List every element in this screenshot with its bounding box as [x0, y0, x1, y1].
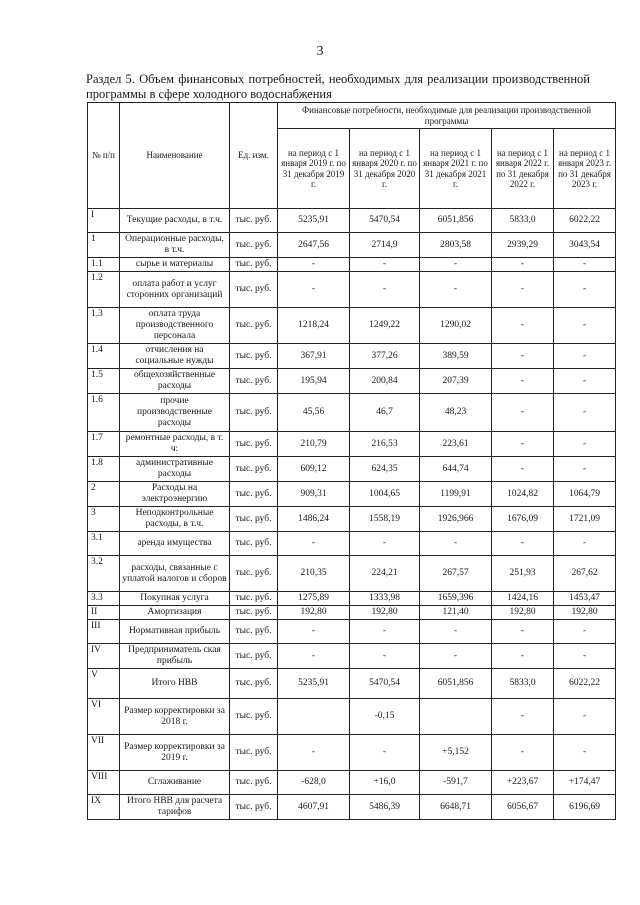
- row-number: IX: [88, 795, 120, 820]
- value-cell: -: [554, 308, 616, 344]
- value-cell: 6051,856: [420, 209, 492, 233]
- row-number: VI: [88, 699, 120, 735]
- header-unit: Ед. изм.: [230, 103, 278, 209]
- value-cell: 195,94: [278, 369, 350, 394]
- value-cell: 1721,09: [554, 507, 616, 532]
- value-cell: 192,80: [278, 606, 350, 620]
- row-number: IV: [88, 644, 120, 669]
- table-row: [88, 592, 616, 606]
- table-row: [88, 308, 616, 344]
- row-number: V: [88, 669, 120, 699]
- row-unit: тыс. руб.: [230, 308, 278, 344]
- value-cell: -: [492, 394, 554, 432]
- value-cell: 45,56: [278, 394, 350, 432]
- row-unit: тыс. руб.: [230, 507, 278, 532]
- header-period-2023: на период с 1 января 2023 г. по 31 декабря 2023 г.: [554, 129, 616, 209]
- row-number: 1.8: [88, 457, 120, 482]
- row-unit: тыс. руб.: [230, 735, 278, 771]
- row-name: Операционные расходы, в т.ч.: [120, 233, 230, 258]
- value-cell: 210,35: [278, 556, 350, 592]
- value-cell: -: [350, 735, 420, 771]
- value-cell: 5486,39: [350, 795, 420, 820]
- row-name: Размер корректировки за 2019 г.: [120, 735, 230, 771]
- row-name: общехозяйственные расходы: [120, 369, 230, 394]
- row-number: 1.5: [88, 369, 120, 394]
- row-unit: тыс. руб.: [230, 699, 278, 735]
- row-name: аренда имущества: [120, 532, 230, 556]
- row-name: Покупная услуга: [120, 592, 230, 606]
- value-cell: 377,26: [350, 344, 420, 369]
- value-cell: -: [554, 258, 616, 272]
- value-cell: -: [492, 644, 554, 669]
- value-cell: -: [492, 272, 554, 308]
- table-row: [88, 394, 616, 432]
- value-cell: -: [420, 272, 492, 308]
- row-unit: тыс. руб.: [230, 532, 278, 556]
- value-cell: 644,74: [420, 457, 492, 482]
- row-name: оплата работ и услуг сторонних организаций: [120, 272, 230, 308]
- value-cell: 1926,966: [420, 507, 492, 532]
- value-cell: 2803,58: [420, 233, 492, 258]
- value-cell: 5235,91: [278, 209, 350, 233]
- row-number: 1.7: [88, 432, 120, 457]
- row-number: I: [88, 209, 120, 233]
- value-cell: 192,80: [492, 606, 554, 620]
- value-cell: +174,47: [554, 771, 616, 795]
- value-cell: 5470,54: [350, 669, 420, 699]
- value-cell: -: [554, 699, 616, 735]
- row-name: Размер корректировки за 2018 г.: [120, 699, 230, 735]
- value-cell: 6648,71: [420, 795, 492, 820]
- value-cell: -: [554, 532, 616, 556]
- row-unit: тыс. руб.: [230, 771, 278, 795]
- row-name: Амортизация: [120, 606, 230, 620]
- row-number: 1.6: [88, 394, 120, 432]
- row-number: III: [88, 620, 120, 644]
- row-unit: тыс. руб.: [230, 457, 278, 482]
- table-row: [88, 795, 616, 820]
- row-unit: тыс. руб.: [230, 258, 278, 272]
- value-cell: 6051,856: [420, 669, 492, 699]
- row-unit: тыс. руб.: [230, 344, 278, 369]
- row-number: 1.1: [88, 258, 120, 272]
- row-unit: тыс. руб.: [230, 233, 278, 258]
- value-cell: [420, 699, 492, 735]
- value-cell: -: [554, 272, 616, 308]
- table-row: [88, 209, 616, 233]
- table-row: [88, 644, 616, 669]
- row-unit: тыс. руб.: [230, 556, 278, 592]
- value-cell: 210,79: [278, 432, 350, 457]
- value-cell: 192,80: [554, 606, 616, 620]
- value-cell: -: [554, 457, 616, 482]
- value-cell: -0,15: [350, 699, 420, 735]
- row-number: 3: [88, 507, 120, 532]
- row-unit: тыс. руб.: [230, 592, 278, 606]
- value-cell: 1676,09: [492, 507, 554, 532]
- value-cell: 1486,24: [278, 507, 350, 532]
- value-cell: -: [492, 735, 554, 771]
- row-name: Нормативная прибыль: [120, 620, 230, 644]
- value-cell: -: [554, 394, 616, 432]
- value-cell: 1333,98: [350, 592, 420, 606]
- value-cell: -: [492, 344, 554, 369]
- value-cell: 1064,79: [554, 482, 616, 507]
- value-cell: 2939,29: [492, 233, 554, 258]
- value-cell: 1558,19: [350, 507, 420, 532]
- value-cell: -: [278, 532, 350, 556]
- value-cell: +16,0: [350, 771, 420, 795]
- value-cell: 5235,91: [278, 669, 350, 699]
- value-cell: 267,57: [420, 556, 492, 592]
- table-row: [88, 432, 616, 457]
- value-cell: -: [278, 258, 350, 272]
- value-cell: 389,59: [420, 344, 492, 369]
- value-cell: -: [554, 432, 616, 457]
- value-cell: 4607,91: [278, 795, 350, 820]
- row-name: расходы, связанные с уплатой налогов и сборов: [120, 556, 230, 592]
- value-cell: 2647,56: [278, 233, 350, 258]
- value-cell: [278, 699, 350, 735]
- row-unit: тыс. руб.: [230, 644, 278, 669]
- row-number: VIII: [88, 771, 120, 795]
- value-cell: +223,67: [492, 771, 554, 795]
- value-cell: 121,40: [420, 606, 492, 620]
- value-cell: -: [554, 344, 616, 369]
- value-cell: -: [420, 644, 492, 669]
- value-cell: 1290,02: [420, 308, 492, 344]
- value-cell: -: [420, 532, 492, 556]
- row-unit: тыс. руб.: [230, 272, 278, 308]
- row-name: Текущие расходы, в т.ч.: [120, 209, 230, 233]
- header-period-2019: на период с 1 января 2019 г. по 31 декабря 2019 г.: [278, 129, 350, 209]
- row-name: Итого НВВ для расчета тарифов: [120, 795, 230, 820]
- value-cell: -: [278, 272, 350, 308]
- value-cell: 1004,65: [350, 482, 420, 507]
- table-row: [88, 606, 616, 620]
- financial-needs-table: [87, 102, 616, 820]
- value-cell: -: [350, 644, 420, 669]
- row-unit: тыс. руб.: [230, 606, 278, 620]
- value-cell: 200,84: [350, 369, 420, 394]
- row-name: прочие производственные расходы: [120, 394, 230, 432]
- header-period-2022: на период с 1 января 2022 г. по 31 декабря 2022 г.: [492, 129, 554, 209]
- value-cell: -: [492, 258, 554, 272]
- row-name: оплата труда производственного персонала: [120, 308, 230, 344]
- header-num: № п/п: [88, 103, 120, 209]
- row-number: 1.3: [88, 308, 120, 344]
- table-row: [88, 771, 616, 795]
- row-name: Расходы на электроэнергию: [120, 482, 230, 507]
- value-cell: -628,0: [278, 771, 350, 795]
- row-unit: тыс. руб.: [230, 369, 278, 394]
- value-cell: 224,21: [350, 556, 420, 592]
- table-row: [88, 699, 616, 735]
- row-number: VII: [88, 735, 120, 771]
- row-unit: тыс. руб.: [230, 795, 278, 820]
- value-cell: 5833,0: [492, 669, 554, 699]
- header-name: Наименование: [120, 103, 230, 209]
- value-cell: 609,12: [278, 457, 350, 482]
- value-cell: 6196,69: [554, 795, 616, 820]
- value-cell: -: [350, 620, 420, 644]
- header-group: Финансовые потребности, необходимые для реализации производственной программы: [278, 103, 616, 129]
- row-name: Неподконтрольные расходы, в т.ч.: [120, 507, 230, 532]
- value-cell: 6056,67: [492, 795, 554, 820]
- row-unit: тыс. руб.: [230, 394, 278, 432]
- value-cell: 2714,9: [350, 233, 420, 258]
- row-unit: тыс. руб.: [230, 669, 278, 699]
- value-cell: -: [278, 620, 350, 644]
- table-row: [88, 457, 616, 482]
- table-row: [88, 482, 616, 507]
- value-cell: -591,7: [420, 771, 492, 795]
- value-cell: 1024,82: [492, 482, 554, 507]
- value-cell: 1659,396: [420, 592, 492, 606]
- value-cell: 1453,47: [554, 592, 616, 606]
- row-name: ремонтные расходы, в т. ч:: [120, 432, 230, 457]
- row-name: административные расходы: [120, 457, 230, 482]
- table-row: [88, 233, 616, 258]
- value-cell: -: [492, 432, 554, 457]
- table-row: [88, 258, 616, 272]
- row-unit: тыс. руб.: [230, 620, 278, 644]
- row-unit: тыс. руб.: [230, 209, 278, 233]
- table-row: [88, 272, 616, 308]
- value-cell: 192,80: [350, 606, 420, 620]
- value-cell: -: [554, 369, 616, 394]
- row-number: 3.3: [88, 592, 120, 606]
- row-unit: тыс. руб.: [230, 432, 278, 457]
- value-cell: 1275,89: [278, 592, 350, 606]
- row-number: 2: [88, 482, 120, 507]
- header-period-2021: на период с 1 января 2021 г. по 31 декабря 2021 г.: [420, 129, 492, 209]
- table-row: [88, 735, 616, 771]
- value-cell: 251,93: [492, 556, 554, 592]
- value-cell: 6022,22: [554, 669, 616, 699]
- value-cell: 1218,24: [278, 308, 350, 344]
- value-cell: 909,31: [278, 482, 350, 507]
- value-cell: 1249,22: [350, 308, 420, 344]
- row-name: отчисления на социальные нужды: [120, 344, 230, 369]
- value-cell: 3043,54: [554, 233, 616, 258]
- value-cell: -: [350, 272, 420, 308]
- value-cell: -: [554, 620, 616, 644]
- value-cell: 46,7: [350, 394, 420, 432]
- row-number: 1.2: [88, 272, 120, 308]
- value-cell: 624,35: [350, 457, 420, 482]
- row-number: 1: [88, 233, 120, 258]
- row-number: 1.4: [88, 344, 120, 369]
- value-cell: -: [492, 620, 554, 644]
- value-cell: -: [492, 532, 554, 556]
- value-cell: 367,91: [278, 344, 350, 369]
- value-cell: -: [492, 457, 554, 482]
- value-cell: 216,53: [350, 432, 420, 457]
- row-name: Сглаживание: [120, 771, 230, 795]
- value-cell: -: [554, 735, 616, 771]
- value-cell: -: [420, 258, 492, 272]
- value-cell: -: [492, 308, 554, 344]
- value-cell: -: [420, 620, 492, 644]
- value-cell: -: [350, 532, 420, 556]
- table-row: [88, 669, 616, 699]
- row-number: II: [88, 606, 120, 620]
- value-cell: 267,62: [554, 556, 616, 592]
- value-cell: 207,39: [420, 369, 492, 394]
- value-cell: -: [278, 644, 350, 669]
- table-row: [88, 369, 616, 394]
- row-number: 3.1: [88, 532, 120, 556]
- table-row: [88, 620, 616, 644]
- table-row: [88, 344, 616, 369]
- value-cell: 1199,91: [420, 482, 492, 507]
- table-row: [88, 556, 616, 592]
- value-cell: -: [492, 699, 554, 735]
- row-name: Итого НВВ: [120, 669, 230, 699]
- row-name: Предприниматель ская прибыль: [120, 644, 230, 669]
- value-cell: 5470,54: [350, 209, 420, 233]
- value-cell: +5,152: [420, 735, 492, 771]
- section-title: Раздел 5. Объем финансовых потребностей, необходимых для реализации производственной программы в сфере холодного водоснабжения: [86, 72, 590, 101]
- value-cell: -: [278, 735, 350, 771]
- value-cell: 1424,16: [492, 592, 554, 606]
- header-period-2020: на период с 1 января 2020 г. по 31 декабря 2020 г.: [350, 129, 420, 209]
- table-row: [88, 532, 616, 556]
- table-row: [88, 507, 616, 532]
- row-number: 3.2: [88, 556, 120, 592]
- value-cell: 5833,0: [492, 209, 554, 233]
- value-cell: -: [350, 258, 420, 272]
- value-cell: 48,23: [420, 394, 492, 432]
- row-name: сырье и материалы: [120, 258, 230, 272]
- value-cell: -: [554, 644, 616, 669]
- value-cell: -: [492, 369, 554, 394]
- page-number: 3: [316, 44, 324, 59]
- value-cell: 223,61: [420, 432, 492, 457]
- row-unit: тыс. руб.: [230, 482, 278, 507]
- value-cell: 6022,22: [554, 209, 616, 233]
